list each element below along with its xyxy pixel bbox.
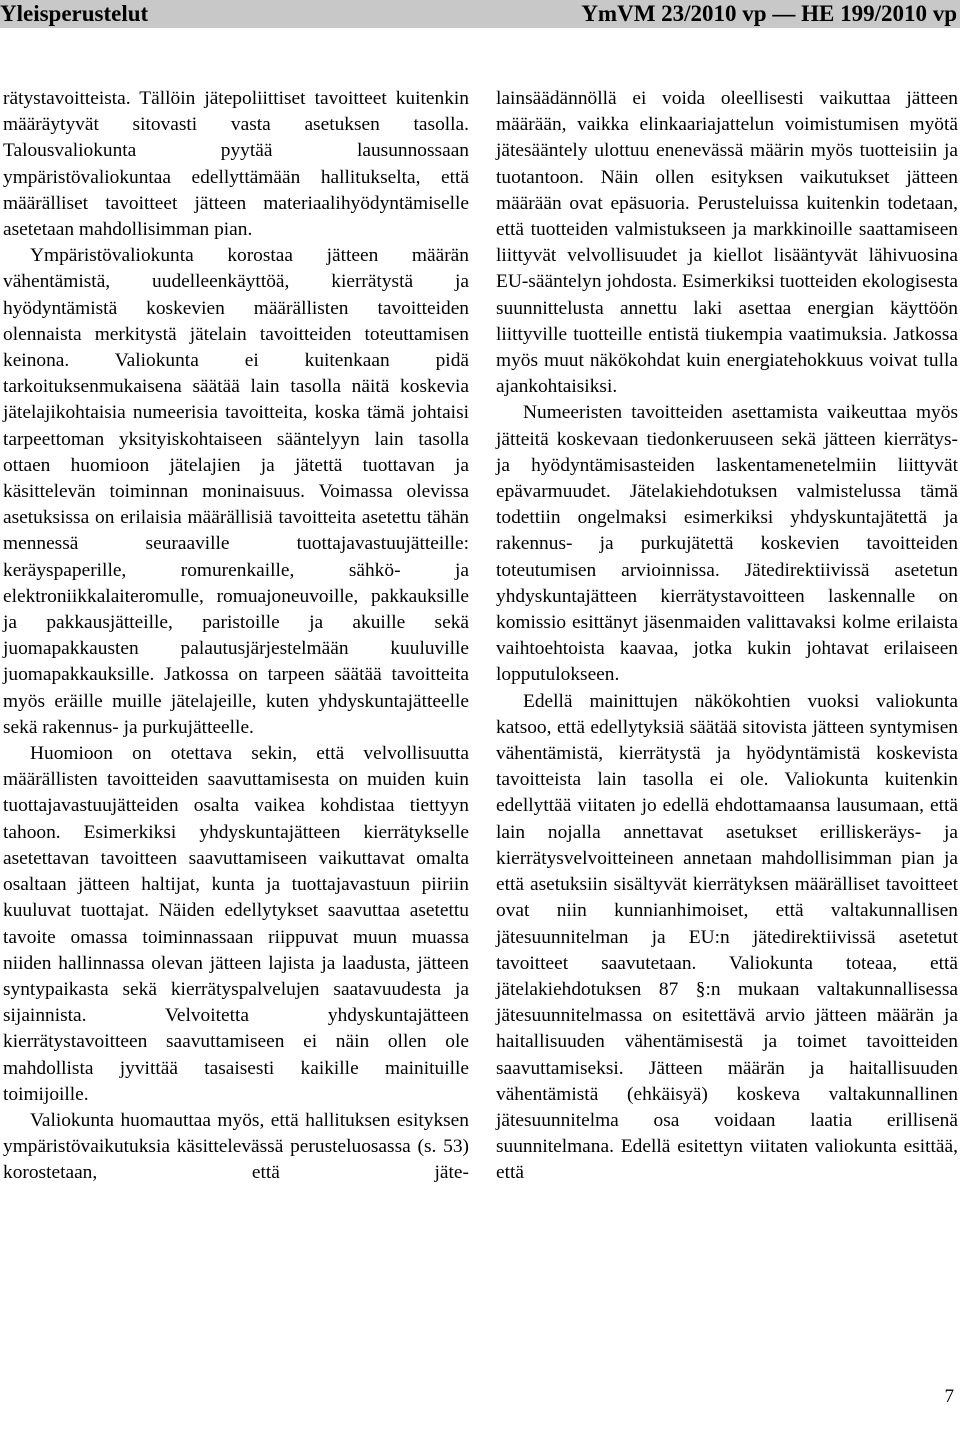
paragraph: Huomioon on otettava sekin, että velvollisuutta määrällisten tavoitteiden saavuttamisesta on muiden kuin tuottajavastuujätteiden osalta vaikea kohdistaa tiettyyn tahoon. Esimerkiksi yhdyskuntajätteen kierrätykselle asetettavan tavoitteen saavuttamiseen vaikuttavat omalta osaltaan jätteen haltijat, kunta ja tuottajavastuun piiriin kuuluvat tuottajat. Näiden edellytykset saavuttaa asetettu tavoite omassa toiminnassaan riippuvat muun muassa niiden hallinnassa olevan jätteen lajista ja laadusta, jätteen syntypaikasta sekä kierrätyspalvelujen saatavuudesta ja sijainnista. Velvoitetta yhdyskuntajätteen kierrätystavoitteen saavuttamiseen ei näin ollen ole mahdollista jyvittää tasaisesti kaikille mainituille toimijoille. (3, 743, 469, 1105)
paragraph: lainsäädännöllä ei voida oleellisesti vaikuttaa jätteen määrään, vaikka elinkaariajattelun voimistumisen myötä jätesääntely ulottuu enenevässä määrin myös tuotteisiin ja tuotantoon. Näin ollen esityksen vaikutukset jätteen määrään ovat epäsuoria. Perusteluissa kuitenkin todetaan, että tuotteiden valmistukseen ja markkinoille saattamiseen liittyvät velvollisuudet ja kiellot lisääntyvät lähivuosina EU-sääntelyn johdosta. Esimerkiksi tuotteiden ekologisesta suunnittelusta annettu laki asettaa energian käyttöön liittyville tuotteille entistä tiukempia vaatimuksia. Jatkossa myös muut näkökohdat kuin energiatehokkuus voivat tulla ajankohtaisiksi. (496, 88, 958, 398)
page-number: 7 (944, 1386, 954, 1407)
paragraph: Valiokunta huomauttaa myös, että hallituksen esityksen ympäristövaikutuksia käsittelevässä perusteluosassa (s. 53) korostetaan, että jäte- (3, 1109, 469, 1184)
running-header (0, 0, 960, 28)
header-document-id: YmVM 23/2010 vp — HE 199/2010 vp (581, 1, 957, 26)
right-text-column (496, 86, 958, 1187)
paragraph: Numeeristen tavoitteiden asettamista vaikeuttaa myös jätteitä koskevaan tiedonkeruuseen sekä jätteen kierrätys- ja hyödyntämisasteiden laskentamenetelmiin liittyvät epävarmuudet. Jätelakiehdotuksen valmistelussa tämä todettiin ongelmaksi esimerkiksi yhdyskuntajätettä ja rakennus- ja purkujätettä koskevien tavoitteiden toteutumisen arvioinnissa. Jätedirektiivissä asetetun yhdyskuntajätteen kierrätystavoitteen laskennalle on komissio esittänyt jäsenmaiden valittavaksi kolme erilaista vaihtoehtoista kaavaa, jotka kukin johtavat erilaiseen lopputulokseen. (496, 402, 958, 686)
paragraph: Ympäristövaliokunta korostaa jätteen määrän vähentämistä, uudelleenkäyttöä, kierrätystä ja hyödyntämistä koskevien määrällisten tavoitteiden olennaista merkitystä jätelain tavoitteiden toteuttamisen keinona. Valiokunta ei kuitenkaan pidä tarkoituksenmukaisena säätää lain tasolla näitä koskevia jätelajikohtaisia numeerisia tavoitteita, koska tämä johtaisi tarpeettoman yksityiskohtaiseen sääntelyyn lain tasolla ottaen huomioon jätelajien ja jätettä tuottavan ja käsittelevän toiminnan moninaisuus. Voimassa olevissa asetuksissa on erilaisia määrällisiä tavoitteita asetettu tähän mennessä seuraaville tuottajavastuujätteille: keräyspaperille, romurenkaille, sähkö- ja elektroniikkalaiteromulle, romuajoneuvoille, pakkauksille ja pakkausjätteille, paristoille ja akuille sekä juomapakkausten palautusjärjestelmään kuuluville juomapakkauksille. Jatkossa on tarpeen säätää tavoitteita myös eräille muille jätelajeille, kuten yhdyskuntajätteelle sekä rakennus- ja purkujätteelle. (3, 245, 469, 738)
header-section-title: Yleisperustelut (0, 1, 149, 26)
paragraph: Edellä mainittujen näkökohtien vuoksi valiokunta katsoo, että edellytyksiä säätää sitovista jätteen syntymisen vähentämistä, kierrätystä ja hyödyntämistä koskevista tavoitteista lain tasolla ei ole. Valiokunta kuitenkin edellyttää viitaten jo edellä ehdottamaansa lausumaan, että lain nojalla annettavat asetukset erilliskeräys- ja kierrätysvelvoitteineen annetaan mahdollisimman pian ja että asetuksiin sisältyvät kierrätyksen määrälliset tavoitteet ovat niin kunnianhimoiset, että valtakunnallisen jätesuunnitelman ja EU:n jätedirektiivissä asetetut tavoitteet saavutetaan. Valiokunta toteaa, että jätelakiehdotuksen 87 §:n mukaan valtakunnallisessa jätesuunnitelmassa on esitettävä arvio jätteen määrän ja haitallisuuden vähentämisestä ja toimet tavoitteiden saavuttamiseksi. Jätteen määrän ja haitallisuuden vähentämistä (ehkäisyä) koskeva valtakunnallinen jätesuunnitelma osa voidaan laatia erillisenä suunnitelmana. Edellä esitettyn viitaten valiokunta esittää, että (496, 690, 958, 1184)
left-text-column (3, 86, 469, 1187)
paragraph: rätystavoitteista. Tällöin jätepoliittiset tavoitteet kuitenkin määräytyvät sitovasti vasta asetuksen tasolla. Talousvaliokunta pyytää lausunnossaan ympäristövaliokuntaa edellyttämään hallitukselta, että määrälliset tavoitteet jätteen materiaalihyödyntämiselle asetetaan mahdollisimman pian. (3, 88, 469, 241)
